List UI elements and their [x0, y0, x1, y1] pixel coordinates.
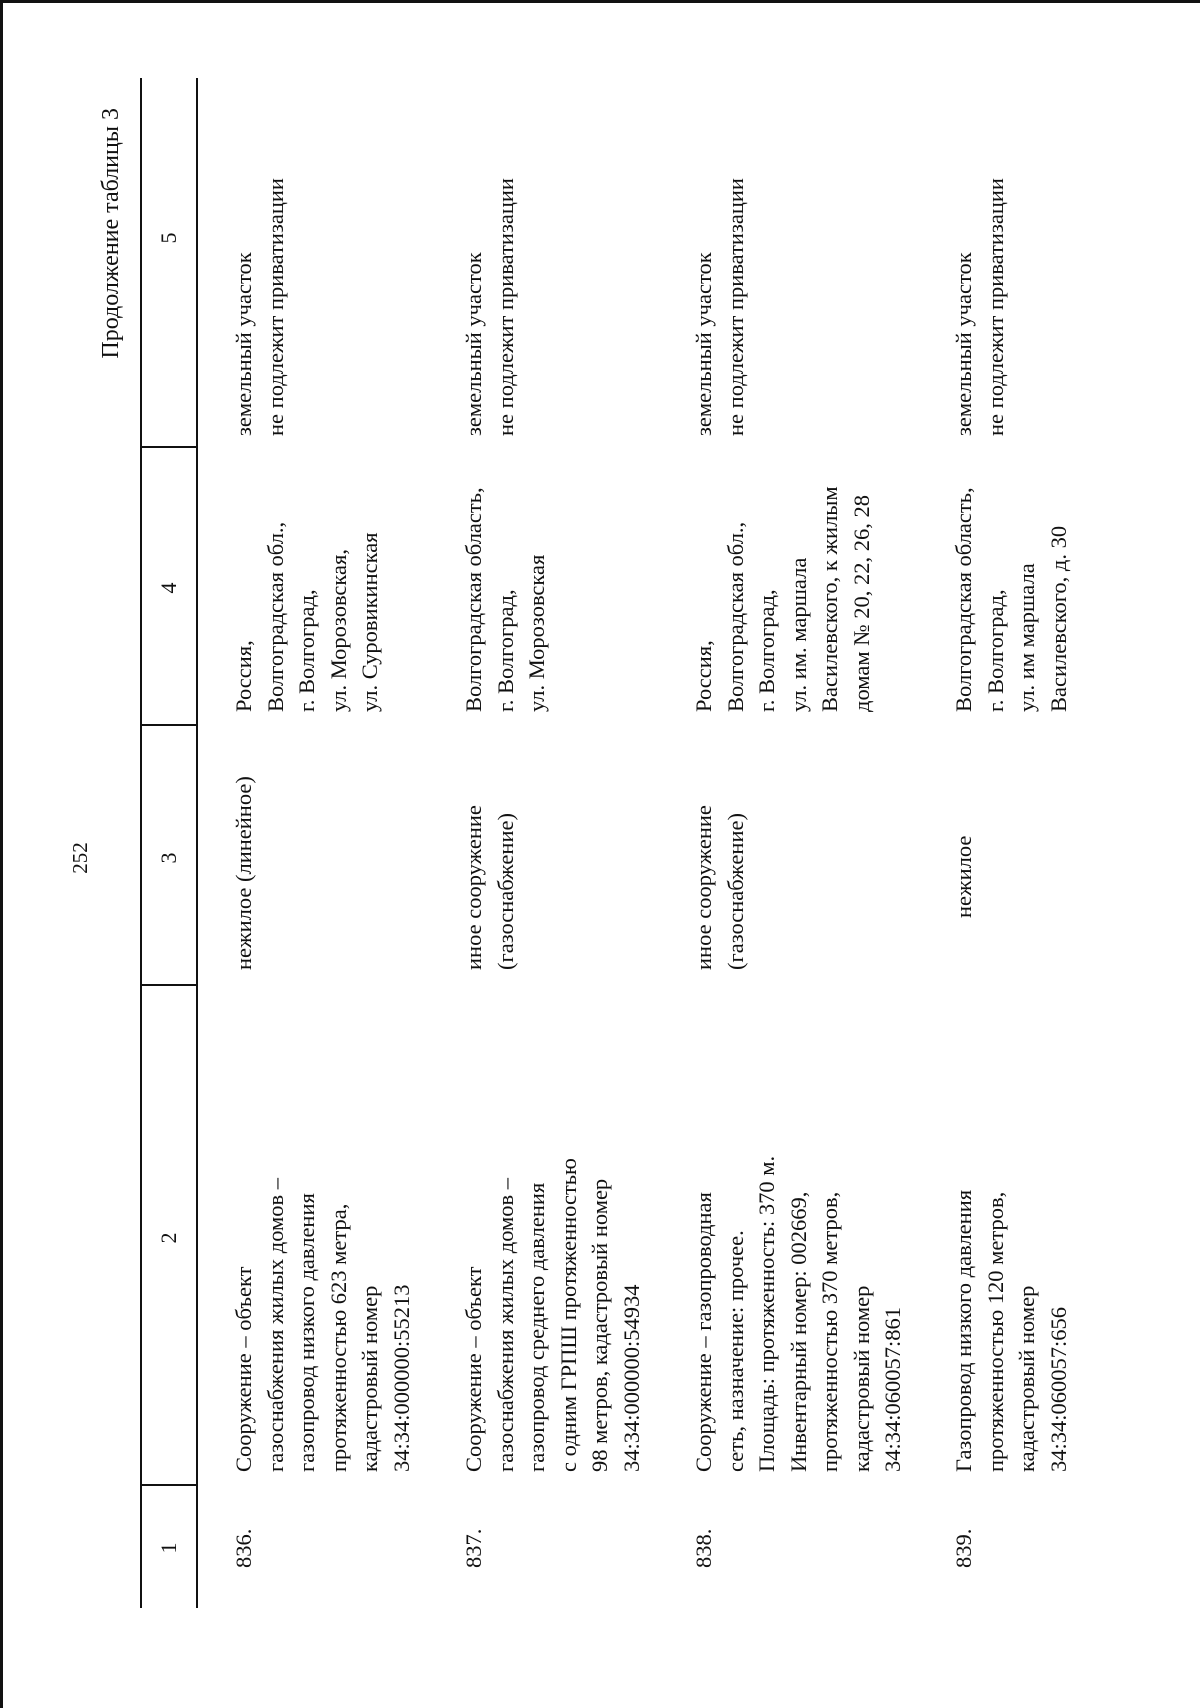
cell-object-line: протяженностью 370 метров,	[817, 1191, 842, 1472]
cell-kind-line: (газоснабжение)	[492, 813, 518, 970]
cell-kind-line: иное сооружение	[691, 805, 716, 970]
cell-object-line: кадастровый номер	[357, 1285, 382, 1472]
cell-object-line: 34:34:060057:861	[880, 1306, 905, 1472]
cell-address-line: г. Волгоград,	[492, 589, 518, 712]
cell-kind-line: нежилое (линейное)	[231, 776, 256, 970]
cell-object-line: газоснабжения жилых домов –	[262, 1177, 288, 1472]
page-number: 252	[68, 842, 92, 874]
cell-object	[458, 1158, 647, 1472]
cell-object-line: кадастровый номер	[848, 1285, 874, 1472]
cell-object	[688, 1156, 909, 1472]
cell-address-line: ул. Морозовская	[524, 554, 549, 712]
cell-address-line: Василевского, к жилым	[817, 486, 842, 712]
cell-note-line: земельный участок	[951, 252, 976, 436]
cell-num	[228, 1529, 260, 1568]
cell-object-line: Площадь: протяженность: 370 м.	[754, 1155, 779, 1472]
cell-note-line: земельный участок	[461, 252, 486, 436]
cell-kind-line: нежилое	[951, 835, 976, 918]
cell-address-line: г. Волгоград,	[294, 589, 319, 712]
cell-num	[688, 1529, 720, 1568]
header-col-4: 4	[156, 582, 181, 594]
cell-num-line: 836.	[231, 1528, 256, 1568]
cell-kind	[228, 776, 260, 970]
cell-address-line: Волгоградская область,	[951, 487, 976, 712]
cell-object-line: сеть, назначение: прочее.	[722, 1230, 748, 1472]
cell-num	[948, 1529, 980, 1568]
col-divider-3	[140, 724, 198, 726]
cell-note	[228, 178, 291, 436]
cell-address-line: Василевского, д. 30	[1045, 525, 1071, 712]
cell-object-line: 34:34:000000:55213	[388, 1284, 414, 1472]
cell-object-line: кадастровый номер	[1014, 1285, 1039, 1472]
cell-num	[458, 1529, 490, 1568]
cell-object-line: Сооружение – объект	[461, 1266, 486, 1472]
cell-address-line: ул. Суровикинская	[357, 532, 382, 712]
cell-address-line: ул. Морозовская,	[325, 549, 351, 712]
cell-object-line: 34:34:000000:54934	[618, 1284, 644, 1472]
cell-address-line: ул. им. маршала	[785, 557, 811, 712]
cell-object-line: Сооружение – объект	[231, 1266, 256, 1472]
header-col-2: 2	[156, 1232, 181, 1244]
cell-kind-line: (газоснабжение)	[722, 813, 748, 970]
col-divider-4	[140, 446, 198, 448]
cell-object-line: 34:34:060057:656	[1045, 1306, 1071, 1472]
cell-object-line: протяженностью 120 метров,	[982, 1191, 1008, 1472]
cell-address-line: домам № 20, 22, 26, 28	[848, 494, 874, 712]
cell-note-line: не подлежит приватизации	[262, 178, 288, 436]
cell-object-line: Инвентарный номер: 002669,	[785, 1191, 811, 1472]
table-caption: Продолжение таблицы 3	[98, 108, 124, 359]
cell-note-line: земельный участок	[231, 252, 256, 436]
cell-object	[228, 1178, 417, 1472]
cell-note	[948, 178, 1011, 436]
cell-num-line: 837.	[461, 1528, 486, 1568]
cell-object-line: газопровод среднего давления	[524, 1182, 549, 1472]
cell-address-line: Волгоградская обл.,	[262, 521, 288, 712]
cell-kind-line: иное сооружение	[461, 805, 486, 970]
cell-kind	[688, 805, 751, 970]
cell-object-line: протяженностью 623 метра,	[325, 1203, 351, 1472]
header-col-1: 1	[156, 1542, 181, 1554]
cell-kind	[458, 805, 521, 970]
cell-address-line: г. Волгоград,	[754, 589, 779, 712]
cell-note-line: не подлежит приватизации	[492, 178, 518, 436]
header-bottom-border	[196, 78, 198, 1608]
cell-address-line: Россия,	[231, 640, 256, 712]
cell-object-line: газоснабжения жилых домов –	[492, 1177, 518, 1472]
cell-object-line: газопровод низкого давления	[294, 1193, 319, 1472]
cell-kind	[948, 836, 980, 918]
cell-address-line: Россия,	[691, 640, 716, 712]
cell-address-line: Волгоградская область,	[461, 487, 486, 712]
cell-note-line: не подлежит приватизации	[722, 178, 748, 436]
cell-note-line: земельный участок	[691, 252, 716, 436]
col-divider-1	[140, 1484, 198, 1486]
cell-object	[948, 1190, 1074, 1472]
cell-object-line: 98 метров, кадастровый номер	[587, 1178, 612, 1472]
table-top-border	[140, 78, 142, 1608]
cell-address	[688, 486, 877, 712]
cell-address	[458, 487, 553, 712]
header-col-5: 5	[156, 232, 181, 244]
cell-address-line: г. Волгоград,	[982, 589, 1008, 712]
cell-address	[228, 522, 386, 712]
cell-num-line: 838.	[691, 1528, 716, 1568]
cell-note	[688, 178, 751, 436]
col-divider-2	[140, 984, 198, 986]
cell-address-line: ул. им маршала	[1014, 563, 1039, 712]
cell-object-line: Газопровод низкого давления	[951, 1189, 976, 1472]
cell-note	[458, 178, 521, 436]
cell-object-line: Сооружение – газопроводная	[691, 1192, 716, 1472]
header-col-3: 3	[156, 852, 181, 864]
cell-address	[948, 487, 1074, 712]
cell-note-line: не подлежит приватизации	[982, 178, 1008, 436]
cell-object-line: с одним ГРПШ протяженностью	[555, 1158, 581, 1472]
cell-address-line: Волгоградская обл.,	[722, 521, 748, 712]
cell-num-line: 839.	[951, 1528, 976, 1568]
